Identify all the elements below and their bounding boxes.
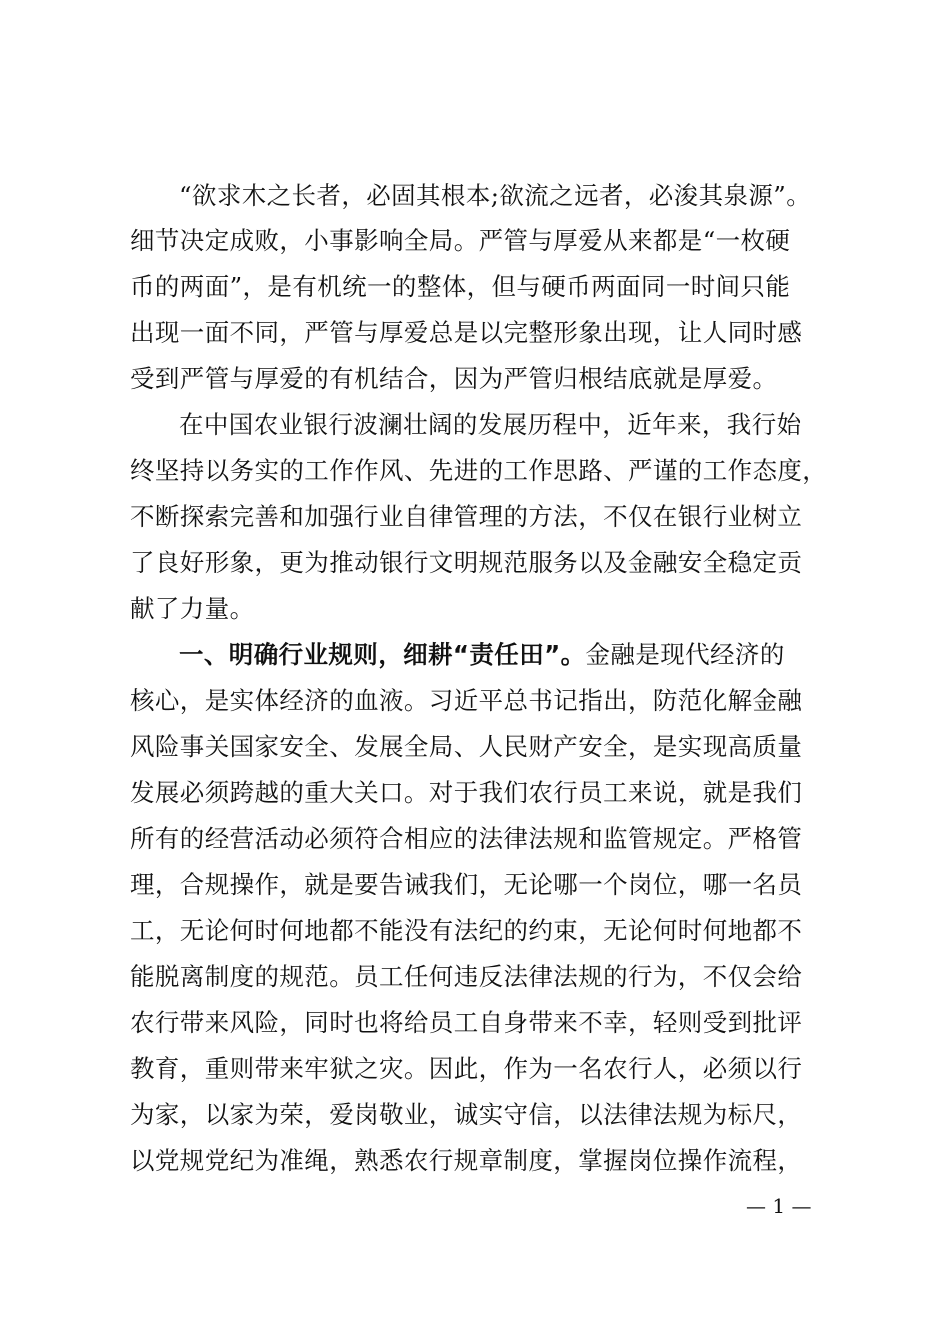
section-heading-continuation: 金融是现代经济的	[585, 640, 785, 669]
paragraph-3-line-1	[179, 640, 785, 670]
paragraph-3-line-11: 为家，以家为荣，爱岗敬业，诚实守信，以法律法规为标尺，	[130, 1100, 803, 1129]
paragraph-1-line-5: 受到严管与厚爱的有机结合，因为严管归根结底就是厚爱。	[130, 364, 778, 393]
paragraph-3-line-9: 农行带来风险，同时也将给员工自身带来不幸，轻则受到批评	[130, 1008, 803, 1037]
paragraph-3-line-6: 理，合规操作，就是要告诫我们，无论哪一个岗位，哪一名员	[130, 870, 803, 899]
paragraph-3-line-12: 以党规党纪为准绳，熟悉农行规章制度，掌握岗位操作流程，	[130, 1146, 803, 1175]
paragraph-2-line-5: 献了力量。	[130, 594, 255, 623]
paragraph-3-line-8: 能脱离制度的规范。员工任何违反法律法规的行为，不仅会给	[130, 962, 803, 991]
paragraph-1-line-2: 细节决定成败，小事影响全局。严管与厚爱从来都是“一枚硬	[130, 226, 791, 255]
paragraph-1-line-4: 出现一面不同，严管与厚爱总是以完整形象出现，让人同时感	[130, 318, 803, 347]
paragraph-3-line-7: 工，无论何时何地都不能没有法纪的约束，无论何时何地都不	[130, 916, 803, 945]
paragraph-2-line-3: 不断探索完善和加强行业自律管理的方法，不仅在银行业树立	[130, 502, 803, 531]
paragraph-2-line-1: 在中国农业银行波澜壮阔的发展历程中，近年来，我行始	[179, 410, 802, 439]
paragraph-2-line-2: 终坚持以务实的工作作风、先进的工作思路、严谨的工作态度，	[130, 456, 828, 485]
page-number: — 1 —	[746, 1194, 812, 1218]
paragraph-3-line-5: 所有的经营活动必须符合相应的法律法规和监管规定。严格管	[130, 824, 803, 853]
paragraph-3-line-2: 核心，是实体经济的血液。习近平总书记指出，防范化解金融	[130, 686, 803, 715]
paragraph-1-line-3: 币的两面”，是有机统一的整体，但与硬币两面同一时间只能	[130, 272, 791, 301]
paragraph-1-line-1: “欲求木之长者，必固其根本;欲流之远者，必浚其泉源”。	[179, 181, 812, 210]
paragraph-2-line-4: 了良好形象，更为推动银行文明规范服务以及金融安全稳定贡	[130, 548, 803, 577]
paragraph-3-line-3: 风险事关国家安全、发展全局、人民财产安全，是实现高质量	[130, 732, 803, 761]
paragraph-3-line-10: 教育，重则带来牢狱之灾。因此，作为一名农行人，必须以行	[130, 1054, 803, 1083]
paragraph-3-line-4: 发展必须跨越的重大关口。对于我们农行员工来说，就是我们	[130, 778, 803, 807]
section-heading: 一、明确行业规则，细耕“责任田”。	[179, 640, 586, 669]
